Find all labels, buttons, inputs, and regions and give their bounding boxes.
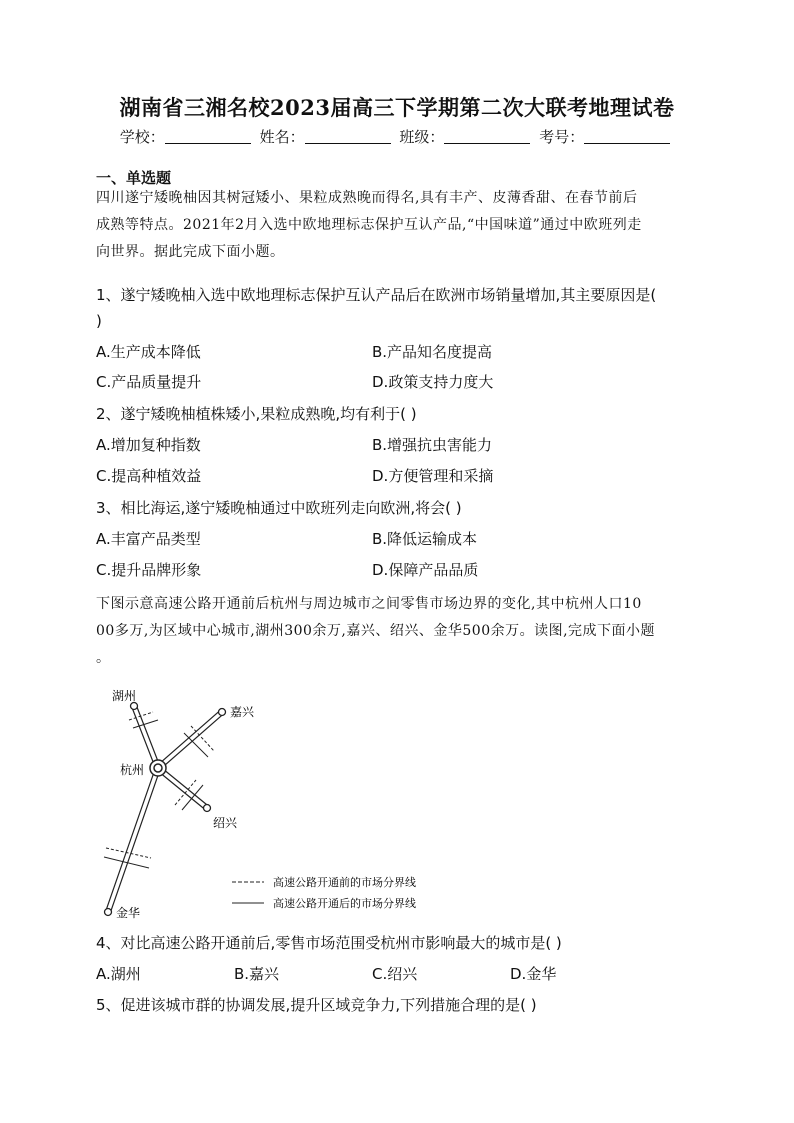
- passage1-line-3: 向世界。据此完成下面小题。: [96, 244, 285, 260]
- q2-option-d[interactable]: D.方便管理和采摘: [372, 467, 494, 485]
- huzhou-marker: [131, 703, 138, 710]
- question-3: 3、相比海运,遂宁矮晚柚通过中欧班列走向欧洲,将会( ): [96, 499, 462, 517]
- jinhua-marker: [105, 909, 112, 916]
- legend-after-label: 高速公路开通后的市场分界线: [273, 897, 416, 910]
- student-info-line: [0, 126, 794, 147]
- question-2: 2、遂宁矮晚柚植株矮小,果粒成熟晚,均有利于( ): [96, 405, 417, 423]
- q2-option-c[interactable]: C.提高种植效益: [96, 467, 202, 485]
- section-title: 一、单选题: [96, 169, 172, 187]
- shaoxing-marker: [204, 805, 211, 812]
- shaoxing-label: 绍兴: [213, 816, 238, 830]
- name-blank[interactable]: [305, 129, 391, 144]
- question-1-line-2: ): [96, 312, 102, 330]
- name-label: 姓名：: [259, 128, 305, 146]
- q3-option-d[interactable]: D.保障产品品质: [372, 561, 479, 579]
- school-blank[interactable]: [165, 129, 251, 144]
- q3-option-a[interactable]: A.丰富产品类型: [96, 530, 201, 548]
- q3-option-c[interactable]: C.提升品牌形象: [96, 561, 202, 579]
- question-1-line-1: 1、遂宁矮晚柚入选中欧地理标志保护互认产品后在欧洲市场销量增加,其主要原因是(: [96, 286, 657, 304]
- market-boundary-map: [96, 684, 476, 924]
- exam-title: 湖南省三湘名校2023届高三下学期第二次大联考地理试卷: [119, 95, 675, 120]
- passage2-line-3: 。: [96, 650, 111, 666]
- exam-number-blank[interactable]: [584, 129, 670, 144]
- legend-before-label: 高速公路开通前的市场分界线: [273, 876, 416, 889]
- q4-option-d[interactable]: D.金华: [510, 965, 557, 983]
- q2-option-b[interactable]: B.增强抗虫害能力: [372, 436, 493, 454]
- huzhou-label: 湖州: [112, 689, 137, 703]
- q1-option-c[interactable]: C.产品质量提升: [96, 373, 202, 391]
- passage2-line-1: 下图示意高速公路开通前后杭州与周边城市之间零售市场边界的变化,其中杭州人口10: [96, 596, 642, 612]
- passage1-line-2: 成熟等特点。2021年2月入选中欧地理标志保护互认产品,“中国味道”通过中欧班列走: [96, 217, 642, 233]
- q3-option-b[interactable]: B.降低运输成本: [372, 530, 478, 548]
- question-5: 5、促进该城市群的协调发展,提升区域竞争力,下列措施合理的是( ): [96, 996, 537, 1014]
- q1-option-b[interactable]: B.产品知名度提高: [372, 343, 493, 361]
- q1-option-a[interactable]: A.生产成本降低: [96, 343, 201, 361]
- q4-option-a[interactable]: A.湖州: [96, 965, 141, 983]
- school-label: 学校：: [119, 128, 165, 146]
- q1-option-d[interactable]: D.政策支持力度大: [372, 373, 494, 391]
- passage1-line-1: 四川遂宁矮晚柚因其树冠矮小、果粒成熟晚而得名,具有丰产、皮薄香甜、在春节前后: [96, 190, 638, 206]
- hangzhou-label: 杭州: [120, 763, 145, 777]
- q4-option-b[interactable]: B.嘉兴: [234, 965, 280, 983]
- jinhua-label: 金华: [116, 906, 141, 920]
- jiaxing-marker: [219, 709, 226, 716]
- class-label: 班级：: [399, 128, 445, 146]
- q4-option-c[interactable]: C.绍兴: [372, 965, 418, 983]
- question-4: 4、对比高速公路开通前后,零售市场范围受杭州市影响最大的城市是( ): [96, 934, 562, 952]
- jiaxing-label: 嘉兴: [230, 705, 255, 719]
- q2-option-a[interactable]: A.增加复种指数: [96, 436, 201, 454]
- exam-number-label: 考号：: [539, 128, 585, 146]
- class-blank[interactable]: [444, 129, 530, 144]
- passage2-line-2: 00多万,为区域中心城市,湖州300余万,嘉兴、绍兴、金华500余万。读图,完成下面小题: [96, 623, 656, 639]
